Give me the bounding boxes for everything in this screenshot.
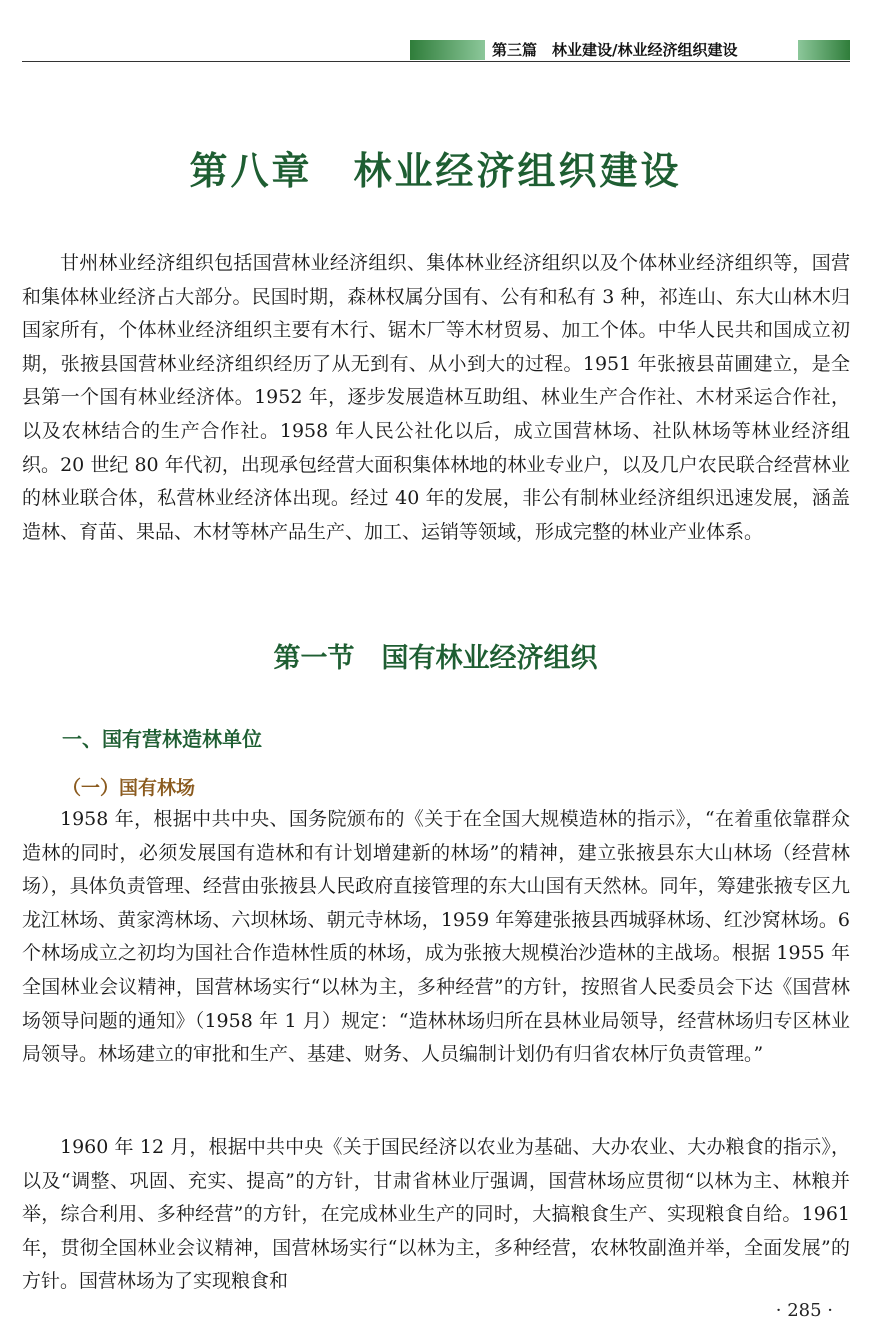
chapter-title: 第八章 林业经济组织建设 xyxy=(189,149,682,193)
running-header xyxy=(22,40,850,62)
header-divider xyxy=(22,61,850,62)
page-number: · 285 · xyxy=(775,1300,833,1321)
body-paragraph-1: 1958 年，根据中共中央、国务院颁布的《关于在全国大规模造林的指示》，“在着重依靠群众造林的同时，必须发展国有造林和有计划增建新的林场”的精神，建立张掖县东大山林场（经营林场），具体负责管理、经营由张掖县人民政府直接管理的东大山国有天然林。同年，筹建张掖专区九龙江林场、黄家湾林场、六坝林场、朝元寺林场，1959 年筹建张掖县西城驿林场、红沙窝林场。6 个林场成立之初均为国社合作造林性质的林场，成为张掖大规模治沙造林的主战场。根据 1955 年全国林业会议精神，国营林场实行“以林为主，多种经营”的方针，按照省人民委员会下达《国营林场领导问题的通知》（1958 年 1 月）规定：“造林林场归所在县林业局领导，经营林场归专区林业局领导。林场建立的审批和生产、基建、财务、人员编制计划仍有归省农林厅负责管理。” xyxy=(22,808,850,1066)
intro-paragraph: 甘州林业经济组织包括国营林业经济组织、集体林业经济组织以及个体林业经济组织等，国营和集体林业经济占大部分。民国时期，森林权属分国有、公有和私有 3 种，祁连山、东大山林木归国家所有，个体林业经济组织主要有木行、锯木厂等木材贸易、加工个体。中华人民共和国成立初期，张掖县国营林业经济组织经历了从无到有、从小到大的过程。1951 年张掖县苗圃建立，是全县第一个国有林业经济体。1952 年，逐步发展造林互助组、林业生产合作社、木材采运合作社，以及农林结合的生产合作社。1958 年人民公社化以后，成立国营林场、社队林场等林业经济组织。20 世纪 80 年代初，出现承包经营大面积集体林地的林业专业户，以及几户农民联合经营林业的林业联合体，私营林业经济体出现。经过 40 年的发展，非公有制林业经济组织迅速发展，涵盖造林、育苗、果品、木材等林产品生产、加工、运销等领域，形成完整的林业产业体系。 xyxy=(22,252,850,543)
header-accent-right xyxy=(798,40,850,60)
body-paragraph-2: 1960 年 12 月，根据中共中央《关于国民经济以农业为基础、大办农业、大办粮食的指示》，以及“调整、巩固、充实、提高”的方针，甘肃省林业厅强调，国营林场应贯彻“以林为主、林粮并举，综合利用、多种经营”的方针，在完成林业生产的同时，大搞粮食生产、实现粮食自给。1961 年，贯彻全国林业会议精神，国营林场实行“以林为主，多种经营，农林牧副渔并举，全面发展”的方针。国营林场为了实现粮食和 xyxy=(22,1136,850,1293)
section-title: 第一节 国有林业经济组织 xyxy=(273,643,598,674)
header-accent-left xyxy=(410,40,485,60)
running-title: 第三篇 林业建设/林业经济组织建设 xyxy=(492,41,738,59)
subsection-title: 一、国有营林造林单位 xyxy=(62,727,262,751)
subsubsection-title: （一）国有林场 xyxy=(62,777,196,799)
